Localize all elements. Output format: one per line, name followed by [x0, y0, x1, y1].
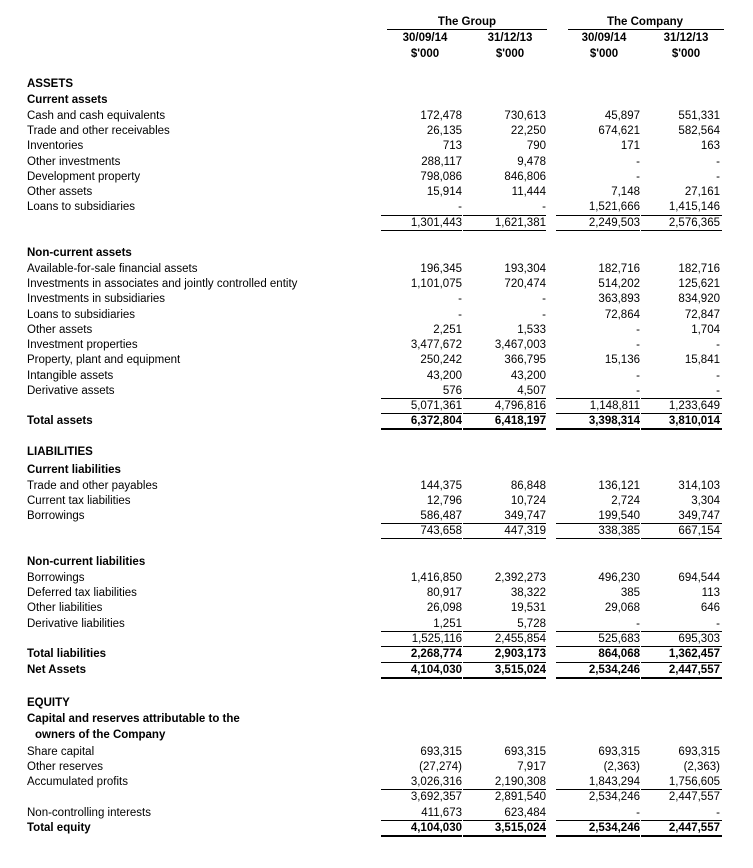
- rule-above: [463, 398, 546, 399]
- row-value-col-2: 11,444: [511, 186, 546, 198]
- row-label: Non-controlling interests: [27, 807, 152, 819]
- row-label: Trade and other payables: [27, 480, 158, 492]
- row-label: Development property: [27, 171, 141, 183]
- row-value-col-2: 2,392,273: [494, 572, 546, 584]
- col-4-unit: $'000: [671, 48, 701, 60]
- rule-above: [641, 646, 722, 647]
- row-value-col-4: 27,161: [684, 186, 720, 198]
- row-value-col-4: -: [716, 807, 720, 819]
- group-header: The Group: [437, 16, 497, 28]
- row-label: Other reserves: [27, 761, 104, 773]
- row-value-col-3: -: [636, 156, 640, 168]
- row-value-col-1: 26,098: [426, 602, 462, 614]
- row-value-col-2: -: [542, 201, 546, 213]
- rule-above: [556, 631, 640, 632]
- row-value-col-2: 10,724: [510, 495, 546, 507]
- row-value-col-4: -: [716, 385, 720, 397]
- row-label: Other assets: [27, 324, 93, 336]
- double-rule-below: [463, 835, 546, 837]
- row-label: Derivative assets: [27, 385, 115, 397]
- double-rule-below: [381, 677, 462, 679]
- row-value-col-3: 7,148: [611, 186, 640, 198]
- row-value-col-1: 411,673: [421, 807, 462, 819]
- row-value-col-2: 22,250: [510, 125, 546, 137]
- double-rule-below: [381, 428, 462, 430]
- row-label: Non-current assets: [27, 247, 132, 259]
- col-2-date: 31/12/13: [487, 32, 533, 44]
- row-value-col-2: 366,795: [504, 354, 546, 366]
- row-value-col-3: 864,068: [598, 648, 640, 660]
- row-value-col-3: -: [636, 807, 640, 819]
- row-value-col-4: -: [716, 370, 720, 382]
- col-1-date: 30/09/14: [402, 32, 448, 44]
- row-value-col-4: 113: [701, 587, 720, 599]
- row-value-col-2: 349,747: [504, 510, 546, 522]
- row-label: Total liabilities: [27, 648, 107, 660]
- row-value-col-2: 2,903,173: [494, 648, 546, 660]
- row-value-col-3: 2,534,246: [588, 791, 640, 803]
- row-value-col-3: 2,249,503: [588, 217, 640, 229]
- row-label: Loans to subsidiaries: [27, 309, 136, 321]
- double-rule-below: [556, 835, 640, 837]
- row-value-col-4: 693,315: [678, 746, 720, 758]
- row-value-col-1: 6,372,804: [410, 415, 462, 427]
- row-label: Capital and reserves attributable to the: [27, 713, 240, 725]
- row-value-col-4: 15,841: [684, 354, 720, 366]
- rule-above: [556, 820, 640, 821]
- row-value-col-1: 3,692,357: [410, 791, 462, 803]
- rule-above: [463, 523, 546, 524]
- rule-above: [381, 523, 462, 524]
- row-value-col-2: 2,891,540: [494, 791, 546, 803]
- row-value-col-4: -: [716, 156, 720, 168]
- row-value-col-3: -: [636, 324, 640, 336]
- row-label: Other liabilities: [27, 602, 103, 614]
- row-label: Investment properties: [27, 339, 138, 351]
- row-value-col-4: 1,415,146: [668, 201, 720, 213]
- rule-above: [463, 413, 546, 414]
- double-rule-below: [463, 677, 546, 679]
- rule-above: [463, 662, 546, 663]
- row-value-col-2: 4,507: [517, 385, 546, 397]
- rule-above: [381, 789, 462, 790]
- row-value-col-2: 7,917: [517, 761, 546, 773]
- company-header-underline: [568, 29, 724, 30]
- row-value-col-2: 447,319: [504, 525, 546, 537]
- row-value-col-3: 182,716: [598, 263, 640, 275]
- row-value-col-3: 3,398,314: [588, 415, 640, 427]
- row-value-col-3: 674,621: [598, 125, 640, 137]
- row-value-col-4: 582,564: [678, 125, 720, 137]
- row-value-col-4: 182,716: [678, 263, 720, 275]
- row-value-col-3: -: [636, 339, 640, 351]
- row-value-col-4: 1,704: [691, 324, 720, 336]
- row-value-col-2: 623,484: [504, 807, 546, 819]
- rule-below: [463, 230, 546, 231]
- double-rule-below: [381, 835, 462, 837]
- row-value-col-3: 1,843,294: [588, 776, 640, 788]
- row-value-col-4: 834,920: [678, 293, 720, 305]
- rule-above: [463, 646, 546, 647]
- rule-above: [641, 215, 722, 216]
- row-value-col-3: -: [636, 385, 640, 397]
- row-label: Deferred tax liabilities: [27, 587, 137, 599]
- row-value-col-2: 5,728: [517, 618, 546, 630]
- row-value-col-4: 2,576,365: [668, 217, 720, 229]
- row-value-col-3: -: [636, 171, 640, 183]
- row-value-col-1: 1,101,075: [410, 278, 462, 290]
- row-value-col-1: 743,658: [420, 525, 462, 537]
- row-value-col-4: -: [716, 171, 720, 183]
- row-label: EQUITY: [27, 697, 70, 709]
- rule-above: [641, 662, 722, 663]
- row-value-col-2: 193,304: [504, 263, 546, 275]
- row-value-col-1: 43,200: [426, 370, 462, 382]
- row-label: Available-for-sale financial assets: [27, 263, 198, 275]
- rule-above: [641, 413, 722, 414]
- rule-above: [463, 215, 546, 216]
- row-value-col-1: 798,086: [420, 171, 462, 183]
- row-value-col-3: 29,068: [604, 602, 640, 614]
- row-value-col-4: 2,447,557: [668, 822, 720, 834]
- rule-above: [556, 646, 640, 647]
- row-value-col-2: 790: [526, 140, 546, 152]
- row-value-col-2: 1,621,381: [494, 217, 546, 229]
- row-label: Net Assets: [27, 664, 87, 676]
- double-rule-below: [641, 835, 722, 837]
- row-label: Non-current liabilities: [27, 556, 146, 568]
- double-rule-below: [641, 677, 722, 679]
- row-value-col-1: (27,274): [419, 761, 462, 773]
- rule-above: [556, 398, 640, 399]
- row-value-col-3: 514,202: [598, 278, 640, 290]
- row-value-col-2: -: [542, 293, 546, 305]
- row-value-col-3: 136,121: [598, 480, 640, 492]
- rule-above: [556, 413, 640, 414]
- row-value-col-1: 4,104,030: [410, 822, 462, 834]
- row-value-col-3: (2,363): [603, 761, 640, 773]
- col-3-date: 30/09/14: [581, 32, 627, 44]
- rule-above: [381, 398, 462, 399]
- row-value-col-4: 1,362,457: [668, 648, 720, 660]
- row-value-col-2: 1,533: [517, 324, 546, 336]
- rule-above: [641, 789, 722, 790]
- row-value-col-4: 695,303: [678, 633, 720, 645]
- rule-below: [381, 230, 462, 231]
- col-3-unit: $'000: [589, 48, 619, 60]
- row-label: Other investments: [27, 156, 121, 168]
- row-value-col-3: 45,897: [604, 110, 640, 122]
- row-label: Total equity: [27, 822, 91, 834]
- row-value-col-2: 3,515,024: [494, 822, 546, 834]
- row-value-col-4: 1,756,605: [668, 776, 720, 788]
- row-value-col-1: 5,071,361: [410, 400, 462, 412]
- row-value-col-2: 6,418,197: [494, 415, 546, 427]
- row-label: Investments in subsidiaries: [27, 293, 166, 305]
- row-value-col-1: 2,251: [433, 324, 462, 336]
- row-value-col-1: 144,375: [420, 480, 462, 492]
- row-value-col-4: 314,103: [678, 480, 720, 492]
- rule-above: [556, 789, 640, 790]
- row-value-col-1: 15,914: [426, 186, 462, 198]
- row-value-col-2: 720,474: [504, 278, 546, 290]
- row-value-col-1: 586,487: [420, 510, 462, 522]
- row-label: Accumulated profits: [27, 776, 128, 788]
- company-header: The Company: [606, 16, 684, 28]
- double-rule-below: [556, 677, 640, 679]
- row-value-col-1: -: [458, 293, 462, 305]
- row-value-col-2: 846,806: [504, 171, 546, 183]
- rule-above: [381, 820, 462, 821]
- rule-above: [381, 631, 462, 632]
- row-value-col-3: 1,148,811: [589, 400, 640, 412]
- row-value-col-4: 646: [700, 602, 720, 614]
- row-value-col-2: 730,613: [504, 110, 546, 122]
- row-value-col-1: 1,416,850: [410, 572, 462, 584]
- row-value-col-2: -: [542, 309, 546, 321]
- row-value-col-1: 3,477,672: [410, 339, 462, 351]
- rule-above: [641, 523, 722, 524]
- row-label: Property, plant and equipment: [27, 354, 181, 366]
- col-4-date: 31/12/13: [663, 32, 709, 44]
- row-value-col-3: 2,724: [611, 495, 640, 507]
- rule-below: [641, 230, 722, 231]
- row-value-col-1: -: [458, 309, 462, 321]
- row-value-col-4: 3,304: [691, 495, 720, 507]
- row-value-col-4: 349,747: [678, 510, 720, 522]
- row-label: Current tax liabilities: [27, 495, 131, 507]
- row-label: Share capital: [27, 746, 95, 758]
- row-value-col-3: 363,893: [598, 293, 640, 305]
- row-value-col-1: 1,525,116: [411, 633, 462, 645]
- row-value-col-4: -: [716, 339, 720, 351]
- row-value-col-2: 3,467,003: [494, 339, 546, 351]
- row-value-col-1: 3,026,316: [410, 776, 462, 788]
- row-value-col-3: 525,683: [598, 633, 640, 645]
- row-label: ASSETS: [27, 78, 74, 90]
- row-label: Trade and other receivables: [27, 125, 170, 137]
- row-value-col-1: -: [458, 201, 462, 213]
- col-2-unit: $'000: [495, 48, 525, 60]
- col-1-unit: $'000: [410, 48, 440, 60]
- row-value-col-4: 3,810,014: [668, 415, 720, 427]
- row-value-col-2: 4,796,816: [494, 400, 546, 412]
- group-header-underline: [387, 29, 547, 30]
- row-label: owners of the Company: [35, 729, 166, 741]
- row-value-col-1: 4,104,030: [410, 664, 462, 676]
- rule-above: [463, 631, 546, 632]
- row-value-col-3: -: [636, 618, 640, 630]
- rule-above: [381, 662, 462, 663]
- rule-above: [641, 631, 722, 632]
- row-value-col-2: 38,322: [510, 587, 546, 599]
- row-value-col-1: 1,301,443: [410, 217, 462, 229]
- row-value-col-2: 3,515,024: [494, 664, 546, 676]
- row-value-col-2: 693,315: [504, 746, 546, 758]
- row-value-col-1: 12,796: [426, 495, 462, 507]
- row-value-col-4: 163: [700, 140, 720, 152]
- row-label: LIABILITIES: [27, 446, 93, 458]
- rule-above: [381, 413, 462, 414]
- rule-above: [556, 523, 640, 524]
- row-value-col-3: 171: [620, 140, 640, 152]
- row-value-col-3: 338,385: [598, 525, 640, 537]
- row-value-col-4: 2,447,557: [668, 664, 720, 676]
- rule-below: [556, 538, 640, 539]
- row-value-col-4: 2,447,557: [668, 791, 720, 803]
- rule-above: [556, 215, 640, 216]
- row-value-col-4: (2,363): [683, 761, 720, 773]
- rule-below: [556, 230, 640, 231]
- row-value-col-4: 667,154: [678, 525, 720, 537]
- row-value-col-1: 1,251: [433, 618, 462, 630]
- rule-above: [463, 789, 546, 790]
- row-value-col-1: 80,917: [426, 587, 462, 599]
- rule-above: [463, 820, 546, 821]
- row-value-col-2: 2,455,854: [494, 633, 546, 645]
- row-value-col-4: -: [716, 618, 720, 630]
- row-value-col-1: 693,315: [420, 746, 462, 758]
- row-value-col-2: 86,848: [510, 480, 546, 492]
- rule-above: [641, 398, 722, 399]
- rule-above: [381, 215, 462, 216]
- row-value-col-3: 199,540: [598, 510, 640, 522]
- row-value-col-1: 172,478: [420, 110, 462, 122]
- row-label: Borrowings: [27, 510, 85, 522]
- row-value-col-4: 551,331: [678, 110, 720, 122]
- rule-below: [381, 538, 462, 539]
- row-value-col-3: 15,136: [604, 354, 640, 366]
- rule-above: [556, 662, 640, 663]
- row-value-col-2: 19,531: [510, 602, 546, 614]
- double-rule-below: [641, 428, 722, 430]
- row-value-col-2: 9,478: [517, 156, 546, 168]
- row-value-col-3: 496,230: [598, 572, 640, 584]
- row-label: Derivative liabilities: [27, 618, 125, 630]
- row-value-col-1: 288,117: [421, 156, 462, 168]
- row-value-col-2: 2,190,308: [494, 776, 546, 788]
- row-label: Cash and cash equivalents: [27, 110, 166, 122]
- rule-above: [381, 646, 462, 647]
- rule-below: [641, 538, 722, 539]
- row-label: Loans to subsidiaries: [27, 201, 136, 213]
- row-value-col-3: 385: [620, 587, 640, 599]
- row-label: Investments in associates and jointly controlled entity: [27, 278, 298, 290]
- row-value-col-1: 2,268,774: [410, 648, 462, 660]
- row-value-col-3: 1,521,666: [588, 201, 640, 213]
- row-label: Total assets: [27, 415, 93, 427]
- row-value-col-1: 713: [442, 140, 462, 152]
- row-value-col-4: 125,621: [678, 278, 720, 290]
- row-value-col-4: 694,544: [678, 572, 720, 584]
- row-label: Current assets: [27, 94, 108, 106]
- row-value-col-1: 576: [442, 385, 462, 397]
- row-value-col-3: 2,534,246: [588, 664, 640, 676]
- row-value-col-4: 72,847: [684, 309, 720, 321]
- rule-above: [641, 820, 722, 821]
- row-value-col-1: 250,242: [420, 354, 462, 366]
- double-rule-below: [556, 428, 640, 430]
- row-value-col-2: 43,200: [510, 370, 546, 382]
- row-value-col-1: 26,135: [426, 125, 462, 137]
- row-value-col-1: 196,345: [420, 263, 462, 275]
- double-rule-below: [463, 428, 546, 430]
- row-value-col-3: 2,534,246: [588, 822, 640, 834]
- row-label: Other assets: [27, 186, 93, 198]
- row-label: Intangible assets: [27, 370, 114, 382]
- row-label: Borrowings: [27, 572, 85, 584]
- row-value-col-3: -: [636, 370, 640, 382]
- row-label: Current liabilities: [27, 464, 121, 476]
- row-value-col-3: 693,315: [598, 746, 640, 758]
- row-value-col-3: 72,864: [604, 309, 640, 321]
- row-value-col-4: 1,233,649: [668, 400, 720, 412]
- row-label: Inventories: [27, 140, 84, 152]
- rule-below: [463, 538, 546, 539]
